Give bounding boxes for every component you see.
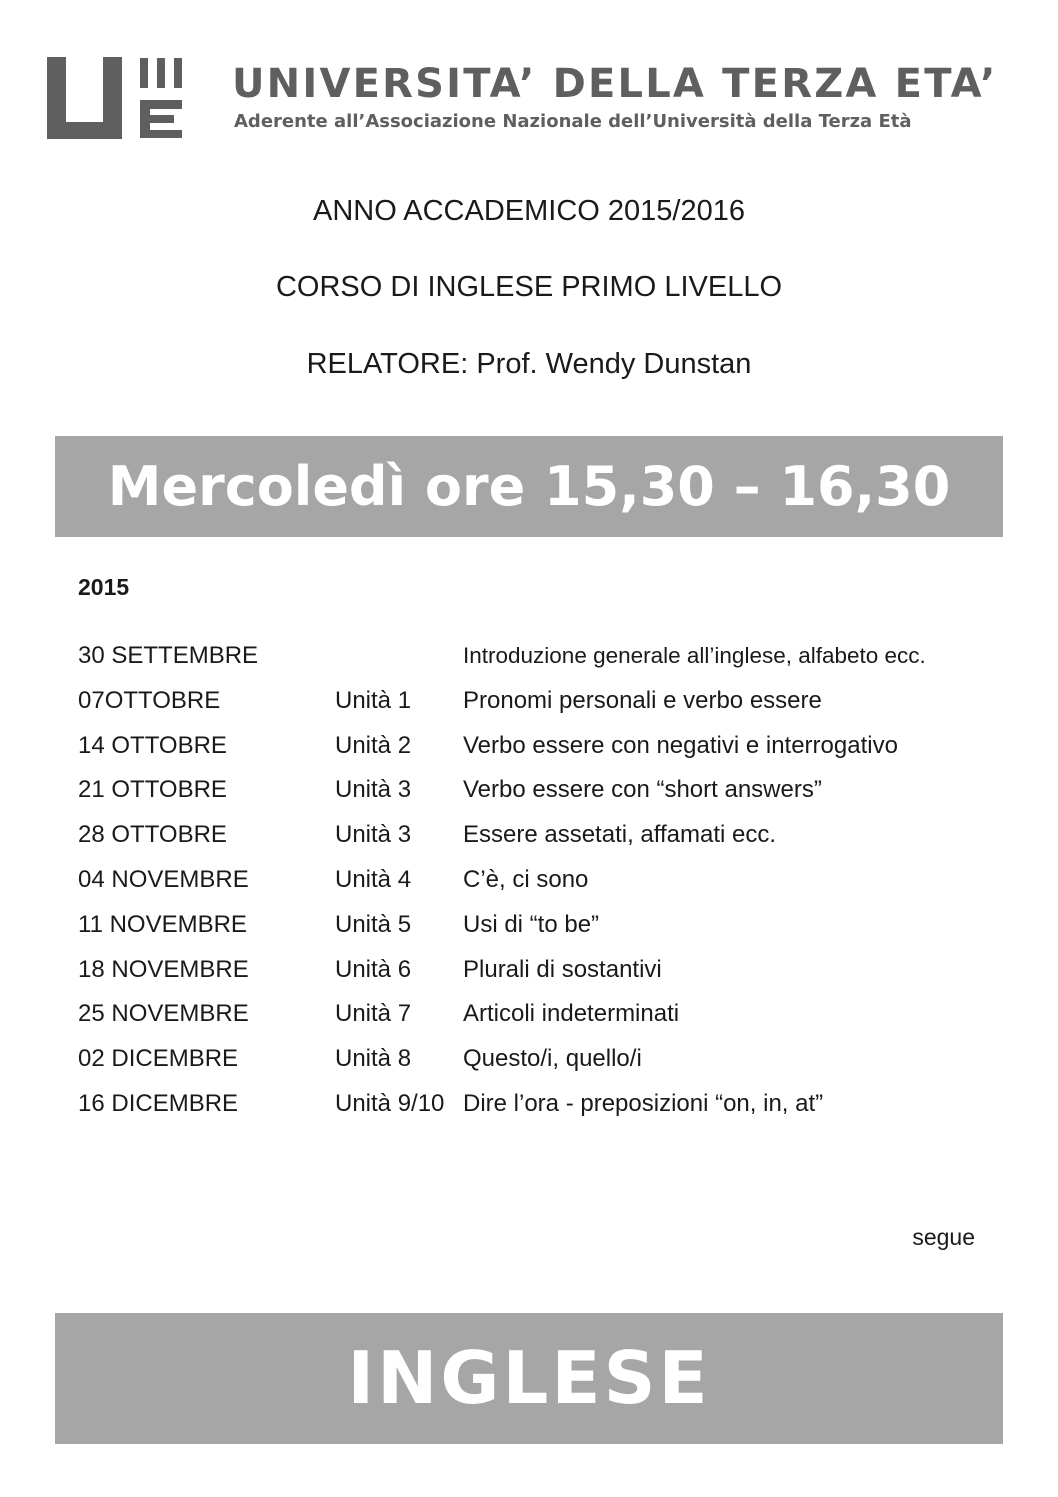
lesson-row — [78, 683, 1018, 728]
lesson-topic: Introduzione generale all’inglese, alfabeto ecc. — [463, 643, 926, 668]
lesson-topic: Plurali di sostantivi — [463, 955, 662, 983]
academic-year: ANNO ACCADEMICO 2015/2016 — [313, 195, 745, 227]
lesson-date: 16 DICEMBRE — [78, 1089, 239, 1117]
lesson-unit: Unità 2 — [335, 731, 412, 759]
lesson-date: 28 OTTOBRE — [78, 821, 227, 849]
org-subtitle: Aderente all’Associazione Nazionale dell’Università della Terza Età — [234, 111, 912, 132]
lesson-topic: Usi di “to be” — [463, 910, 600, 938]
lesson-row — [78, 638, 1018, 683]
lesson-date: 14 OTTOBRE — [78, 731, 227, 759]
lesson-date: 04 NOVEMBRE — [78, 865, 249, 893]
lesson-unit: Unità 1 — [335, 686, 412, 714]
lesson-unit: Unità 3 — [335, 821, 412, 849]
speaker: RELATORE: Prof. Wendy Dunstan — [306, 348, 752, 380]
continued-label: segue — [912, 1224, 975, 1250]
lesson-topic: Dire l’ora - preposizioni “on, in, at” — [463, 1089, 824, 1117]
lesson-topic: Pronomi personali e verbo essere — [463, 686, 822, 714]
lesson-row — [78, 728, 1018, 773]
org-title: UNIVERSITA’ DELLA TERZA ETA’ — [232, 61, 998, 107]
lesson-schedule — [78, 638, 1018, 1131]
lesson-topic: Verbo essere con “short answers” — [463, 776, 822, 804]
lesson-unit: Unità 6 — [335, 955, 412, 983]
lesson-row — [78, 996, 1018, 1041]
lesson-date: 25 NOVEMBRE — [78, 1000, 249, 1028]
lesson-row — [78, 1086, 1018, 1131]
lesson-topic: C’è, ci sono — [463, 865, 589, 893]
lesson-date: 11 NOVEMBRE — [78, 910, 247, 938]
lesson-row — [78, 1041, 1018, 1086]
lesson-row — [78, 862, 1018, 907]
lesson-topic: Questo/i, quello/i — [463, 1045, 642, 1073]
ute-logo-icon — [47, 56, 183, 140]
lesson-unit: Unità 9/10 — [335, 1089, 445, 1117]
lesson-date: 07OTTOBRE — [78, 686, 221, 714]
lesson-topic: Articoli indeterminati — [463, 1000, 680, 1028]
course-title: CORSO DI INGLESE PRIMO LIVELLO — [275, 271, 783, 303]
lesson-unit: Unità 3 — [335, 776, 412, 804]
subject-banner: INGLESE — [55, 1313, 1003, 1444]
lesson-row — [78, 952, 1018, 997]
lesson-date: 18 NOVEMBRE — [78, 955, 249, 983]
lesson-unit: Unità 8 — [335, 1045, 412, 1073]
lesson-date: 21 OTTOBRE — [78, 776, 227, 804]
lesson-topic: Verbo essere con negativi e interrogativo — [463, 731, 898, 759]
lesson-date: 02 DICEMBRE — [78, 1045, 239, 1073]
lesson-unit: Unità 4 — [335, 865, 412, 893]
lesson-row — [78, 817, 1018, 862]
lesson-date: 30 SETTEMBRE — [78, 642, 259, 669]
lesson-row — [78, 907, 1018, 952]
lesson-topic: Essere assetati, affamati ecc. — [463, 821, 777, 849]
lesson-unit: Unità 7 — [335, 1000, 412, 1028]
lesson-row — [78, 772, 1018, 817]
schedule-time-banner: Mercoledì ore 15,30 – 16,30 — [55, 436, 1003, 537]
year-label: 2015 — [78, 574, 130, 600]
lesson-unit: Unità 5 — [335, 910, 412, 938]
